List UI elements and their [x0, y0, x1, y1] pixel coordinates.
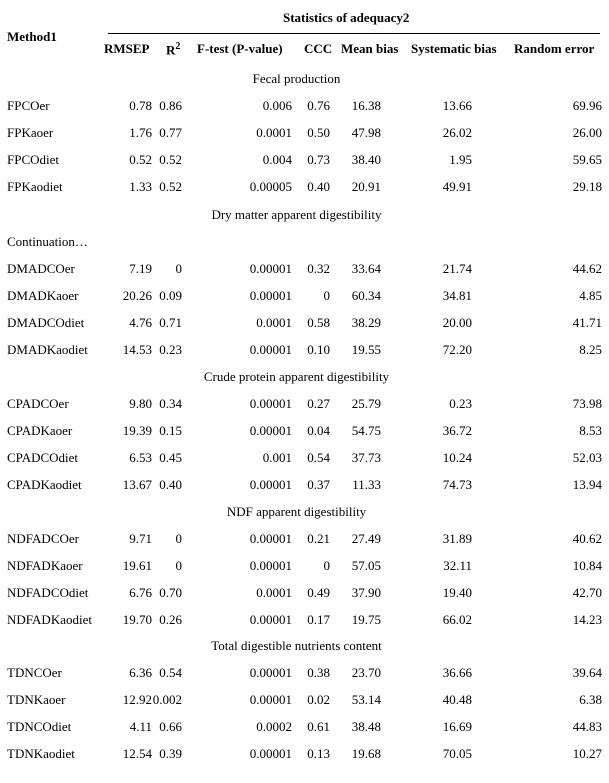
method-cell: FPKaoer	[7, 125, 54, 140]
systematic-bias-cell: 36.72	[442, 423, 472, 438]
method-cell: FPKaodiet	[7, 179, 63, 194]
ccc-cell: 0.73	[307, 152, 330, 167]
r2-cell: 0.52	[159, 179, 182, 194]
section-title: Fecal production	[252, 71, 341, 86]
ftest-cell: 0.0001	[256, 125, 292, 140]
ccc-cell: 0.04	[307, 423, 330, 438]
ccc-cell: 0.61	[307, 719, 330, 734]
rmsep-cell: 4.76	[129, 315, 152, 330]
systematic-bias-cell: 19.40	[442, 585, 472, 600]
systematic-bias-cell: 0.23	[449, 396, 472, 411]
r2-cell: 0.23	[159, 342, 182, 357]
ccc-cell: 0.37	[307, 477, 330, 492]
method-cell: NDFADKaodiet	[7, 612, 92, 627]
section-title: Total digestible nutrients content	[211, 638, 382, 653]
random-error-cell: 10.84	[572, 558, 602, 573]
systematic-bias-cell: 16.69	[442, 719, 472, 734]
systematic-bias-cell: 21.74	[442, 261, 472, 276]
col-header-r2	[166, 41, 180, 58]
ccc-cell: 0.49	[307, 585, 330, 600]
group-title: Statistics of adequacy2	[283, 10, 410, 25]
mean-bias-cell: 19.68	[351, 746, 381, 761]
ccc-cell: 0.10	[307, 342, 330, 357]
r2-cell: 0.54	[159, 665, 182, 680]
ccc-cell: 0.21	[307, 531, 330, 546]
r2-cell: 0.26	[159, 612, 182, 627]
systematic-bias-cell: 32.11	[443, 558, 472, 573]
method-cell: DMADCOer	[7, 261, 75, 276]
rmsep-cell: 0.78	[129, 98, 152, 113]
rmsep-cell: 19.61	[122, 558, 152, 573]
rmsep-cell: 13.67	[122, 477, 152, 492]
ccc-cell: 0.54	[307, 450, 330, 465]
mean-bias-cell: 37.73	[351, 450, 381, 465]
rmsep-cell: 12.92	[122, 692, 152, 707]
r2-cell: 0.40	[159, 477, 182, 492]
rmsep-cell: 20.26	[122, 288, 152, 303]
ccc-cell: 0.17	[307, 612, 330, 627]
random-error-cell: 40.62	[572, 531, 602, 546]
r-label: R	[166, 42, 176, 58]
method-cell: CPADKaodiet	[7, 477, 82, 492]
mean-bias-cell: 54.75	[351, 423, 381, 438]
mean-bias-cell: 38.29	[351, 315, 381, 330]
systematic-bias-cell: 10.24	[442, 450, 472, 465]
r2-cell: 0.39	[159, 746, 182, 761]
mean-bias-cell: 38.40	[351, 152, 381, 167]
ftest-cell: 0.00001	[249, 477, 292, 492]
rmsep-cell: 6.53	[129, 450, 152, 465]
ftest-cell: 0.00001	[249, 531, 292, 546]
method-cell: DMADKaoer	[7, 288, 79, 303]
mean-bias-cell: 60.34	[351, 288, 381, 303]
random-error-cell: 14.23	[572, 612, 602, 627]
method-column-header: Method1	[7, 29, 57, 44]
ccc-cell: 0.50	[307, 125, 330, 140]
r2-cell: 0.52	[159, 152, 182, 167]
rmsep-cell: 9.71	[129, 531, 152, 546]
ccc-cell: 0.76	[307, 98, 330, 113]
r2-cell: 0.77	[159, 125, 182, 140]
ccc-cell: 0.27	[307, 396, 330, 411]
ftest-cell: 0.00001	[249, 612, 292, 627]
random-error-cell: 44.83	[572, 719, 602, 734]
random-error-cell: 4.85	[579, 288, 602, 303]
mean-bias-cell: 57.05	[351, 558, 381, 573]
col-header-ccc: CCC	[304, 41, 333, 56]
ftest-cell: 0.00001	[249, 288, 292, 303]
random-error-cell: 69.96	[572, 98, 602, 113]
ftest-cell: 0.004	[262, 152, 292, 167]
rmsep-cell: 19.39	[122, 423, 152, 438]
mean-bias-cell: 19.75	[351, 612, 381, 627]
rmsep-cell: 6.76	[129, 585, 152, 600]
r2-cell: 0.66	[159, 719, 182, 734]
rmsep-cell: 14.53	[122, 342, 152, 357]
r2-superscript: 2	[175, 41, 181, 52]
col-header-systematic-bias: Systematic bias	[411, 41, 497, 56]
mean-bias-cell: 20.91	[351, 179, 381, 194]
random-error-cell: 8.25	[579, 342, 602, 357]
systematic-bias-cell: 40.48	[442, 692, 472, 707]
mean-bias-cell: 27.49	[351, 531, 381, 546]
method-cell: TDNKaodiet	[7, 746, 75, 761]
mean-bias-cell: 33.64	[351, 261, 381, 276]
method-cell: DMADCOdiet	[7, 315, 85, 330]
rmsep-cell: 12.54	[122, 746, 152, 761]
method-cell: FPCOdiet	[7, 152, 60, 167]
ccc-cell: 0.58	[307, 315, 330, 330]
systematic-bias-cell: 66.02	[442, 612, 472, 627]
ftest-cell: 0.00001	[249, 261, 292, 276]
section-title: NDF apparent digestibility	[226, 504, 367, 519]
method-cell: FPCOer	[7, 98, 50, 113]
systematic-bias-cell: 31.89	[442, 531, 472, 546]
r2-cell: 0.15	[159, 423, 182, 438]
mean-bias-cell: 25.79	[351, 396, 381, 411]
r2-cell: 0.86	[159, 98, 182, 113]
rmsep-cell: 1.33	[129, 179, 152, 194]
ftest-cell: 0.0001	[256, 585, 292, 600]
col-header-mean-bias: Mean bias	[341, 41, 399, 56]
col-header-rmsep: RMSEP	[104, 41, 150, 56]
random-error-cell: 8.53	[579, 423, 602, 438]
mean-bias-cell: 11.33	[352, 477, 381, 492]
ftest-cell: 0.00001	[249, 558, 292, 573]
random-error-cell: 73.98	[572, 396, 602, 411]
method-cell: CPADKaoer	[7, 423, 73, 438]
random-error-cell: 42.70	[572, 585, 602, 600]
systematic-bias-cell: 13.66	[442, 98, 472, 113]
ftest-cell: 0.0002	[256, 719, 292, 734]
ccc-cell: 0.32	[307, 261, 330, 276]
col-header-ftest: F-test (P-value)	[197, 41, 283, 56]
ftest-cell: 0.00001	[249, 746, 292, 761]
ftest-cell: 0.00001	[249, 665, 292, 680]
r2-cell: 0.09	[159, 288, 182, 303]
mean-bias-cell: 16.38	[351, 98, 381, 113]
random-error-cell: 39.64	[572, 665, 602, 680]
method-cell: DMADKaodiet	[7, 342, 88, 357]
rmsep-cell: 6.36	[129, 665, 152, 680]
method-cell: CPADCOer	[7, 396, 69, 411]
random-error-cell: 41.71	[572, 315, 602, 330]
systematic-bias-cell: 1.95	[449, 152, 472, 167]
r2-cell: 0.71	[159, 315, 182, 330]
systematic-bias-cell: 20.00	[442, 315, 472, 330]
r2-cell: 0	[175, 261, 182, 276]
ccc-cell: 0.13	[307, 746, 330, 761]
mean-bias-cell: 47.98	[351, 125, 381, 140]
method-cell: NDFADCOer	[7, 531, 79, 546]
section-title: Dry matter apparent digestibility	[211, 207, 382, 222]
ftest-cell: 0.00001	[249, 396, 292, 411]
mean-bias-cell: 38.48	[351, 719, 381, 734]
rmsep-cell: 4.11	[129, 719, 152, 734]
random-error-cell: 13.94	[572, 477, 602, 492]
method-cell: TDNCOer	[7, 665, 62, 680]
ccc-cell: 0.38	[307, 665, 330, 680]
random-error-cell: 26.00	[572, 125, 602, 140]
method-cell: CPADCOdiet	[7, 450, 79, 465]
continuation-note: Continuation…	[7, 234, 88, 249]
r2-cell: 0.70	[159, 585, 182, 600]
random-error-cell: 59.65	[572, 152, 602, 167]
mean-bias-cell: 19.55	[351, 342, 381, 357]
rmsep-cell: 9.80	[129, 396, 152, 411]
ccc-cell: 0	[323, 558, 330, 573]
method-cell: TDNCOdiet	[7, 719, 72, 734]
rmsep-cell: 7.19	[129, 261, 152, 276]
ftest-cell: 0.006	[262, 98, 292, 113]
method-cell: NDFADKaoer	[7, 558, 83, 573]
method-cell: TDNKaoer	[7, 692, 66, 707]
random-error-cell: 44.62	[572, 261, 602, 276]
random-error-cell: 52.03	[572, 450, 602, 465]
ftest-cell: 0.0001	[256, 315, 292, 330]
random-error-cell: 29.18	[572, 179, 602, 194]
systematic-bias-cell: 72.20	[442, 342, 472, 357]
rmsep-cell: 19.70	[122, 612, 152, 627]
ccc-cell: 0	[323, 288, 330, 303]
ftest-cell: 0.00005	[249, 179, 292, 194]
random-error-cell: 6.38	[579, 692, 602, 707]
rmsep-cell: 0.52	[129, 152, 152, 167]
ftest-cell: 0.001	[262, 450, 292, 465]
systematic-bias-cell: 49.91	[442, 179, 472, 194]
ftest-cell: 0.00001	[249, 692, 292, 707]
systematic-bias-cell: 70.05	[442, 746, 472, 761]
rmsep-cell: 1.76	[129, 125, 152, 140]
header-rule	[108, 33, 600, 34]
r2-cell: 0.45	[159, 450, 182, 465]
ccc-cell: 0.02	[307, 692, 330, 707]
r2-cell: 0	[175, 558, 182, 573]
r2-cell: 0.002	[152, 692, 182, 707]
systematic-bias-cell: 26.02	[442, 125, 472, 140]
r2-cell: 0.34	[159, 396, 182, 411]
ftest-cell: 0.00001	[249, 342, 292, 357]
method-cell: NDFADCOdiet	[7, 585, 89, 600]
mean-bias-cell: 37.90	[351, 585, 381, 600]
r2-cell: 0	[175, 531, 182, 546]
random-error-cell: 10.27	[572, 746, 602, 761]
col-header-random-error: Random error	[514, 41, 595, 56]
mean-bias-cell: 23.70	[351, 665, 381, 680]
systematic-bias-cell: 74.73	[442, 477, 472, 492]
ccc-cell: 0.40	[307, 179, 330, 194]
systematic-bias-cell: 34.81	[442, 288, 472, 303]
systematic-bias-cell: 36.66	[442, 665, 472, 680]
ftest-cell: 0.00001	[249, 423, 292, 438]
section-title: Crude protein apparent digestibility	[203, 369, 390, 384]
mean-bias-cell: 53.14	[351, 692, 381, 707]
